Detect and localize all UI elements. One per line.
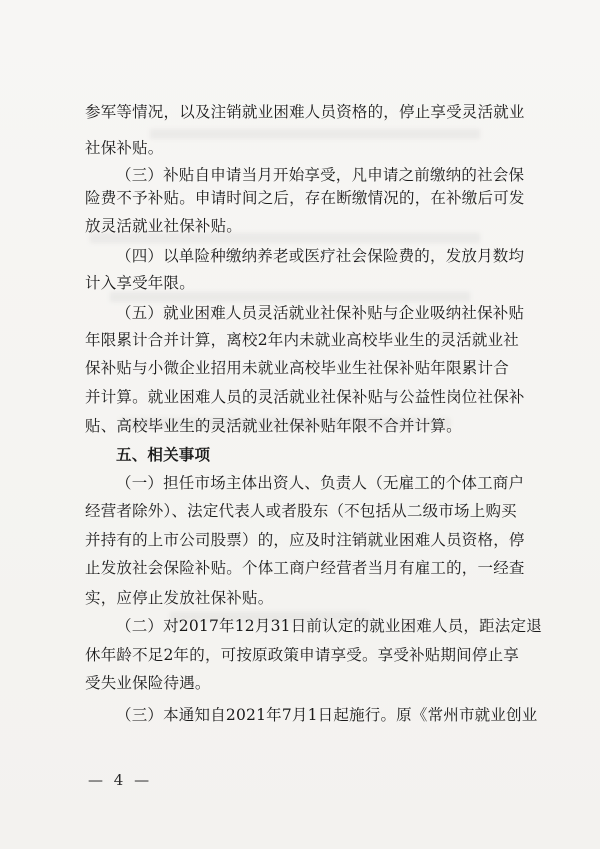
text-line: 参军等情况，以及注销就业困难人员资格的，停止享受灵活就业 xyxy=(85,103,525,121)
text-line: 贴、高校毕业生的灵活就业社保补贴年限不合并计算。 xyxy=(85,417,462,435)
show-through-mark xyxy=(150,129,480,139)
text-line: （三）补贴自申请当月开始享受，凡申请之前缴纳的社会保 xyxy=(116,166,525,184)
text-line: 年限累计合并计算，离校2年内未就业高校毕业生的灵活就业社 xyxy=(85,331,519,349)
section-heading: 五、相关事项 xyxy=(116,446,211,464)
text-line: 险费不予补贴。申请时间之后，存在断缴情况的，在补缴后可发 xyxy=(85,189,525,207)
text-line: 并计算。就业困难人员的灵活就业社保补贴与公益性岗位社保补 xyxy=(85,388,525,406)
text-line: 保补贴与小微企业招用未就业高校毕业生社保补贴年限累计合 xyxy=(85,359,509,377)
text-line: 计入享受年限。 xyxy=(85,274,195,292)
text-line: 社保补贴。 xyxy=(85,139,164,157)
text-line: （四）以单险种缴纳养老或医疗社会保险费的，发放月数均 xyxy=(116,247,525,265)
text-line: 止发放社会保险补贴。个体工商户经营者当月有雇工的，一经查 xyxy=(85,559,525,577)
text-line: （五）就业困难人员灵活就业社保补贴与企业吸纳社保补贴 xyxy=(116,304,525,322)
page-number: — 4 — xyxy=(88,771,153,789)
text-line: 放灵活就业社保补贴。 xyxy=(85,217,243,235)
text-line: 并持有的上市公司股票）的，应及时注销就业困难人员资格，停 xyxy=(85,531,525,549)
text-line: （二）对2017年12月31日前认定的就业困难人员，距法定退 xyxy=(116,617,542,635)
text-line: 实，应停止发放社保补贴。 xyxy=(85,589,274,607)
text-line: （一）担任市场主体出资人、负责人（无雇工的个体工商户 xyxy=(116,474,525,492)
text-line: 经营者除外）、法定代表人或者股东（不包括从二级市场上购买 xyxy=(85,502,517,520)
text-line: 休年龄不足2年的，可按原政策申请享受。享受补贴期间停止享 xyxy=(85,646,519,664)
text-line: 受失业保险待遇。 xyxy=(85,674,211,692)
text-line: （三）本通知自2021年7月1日起施行。原《常州市就业创业 xyxy=(116,706,538,724)
